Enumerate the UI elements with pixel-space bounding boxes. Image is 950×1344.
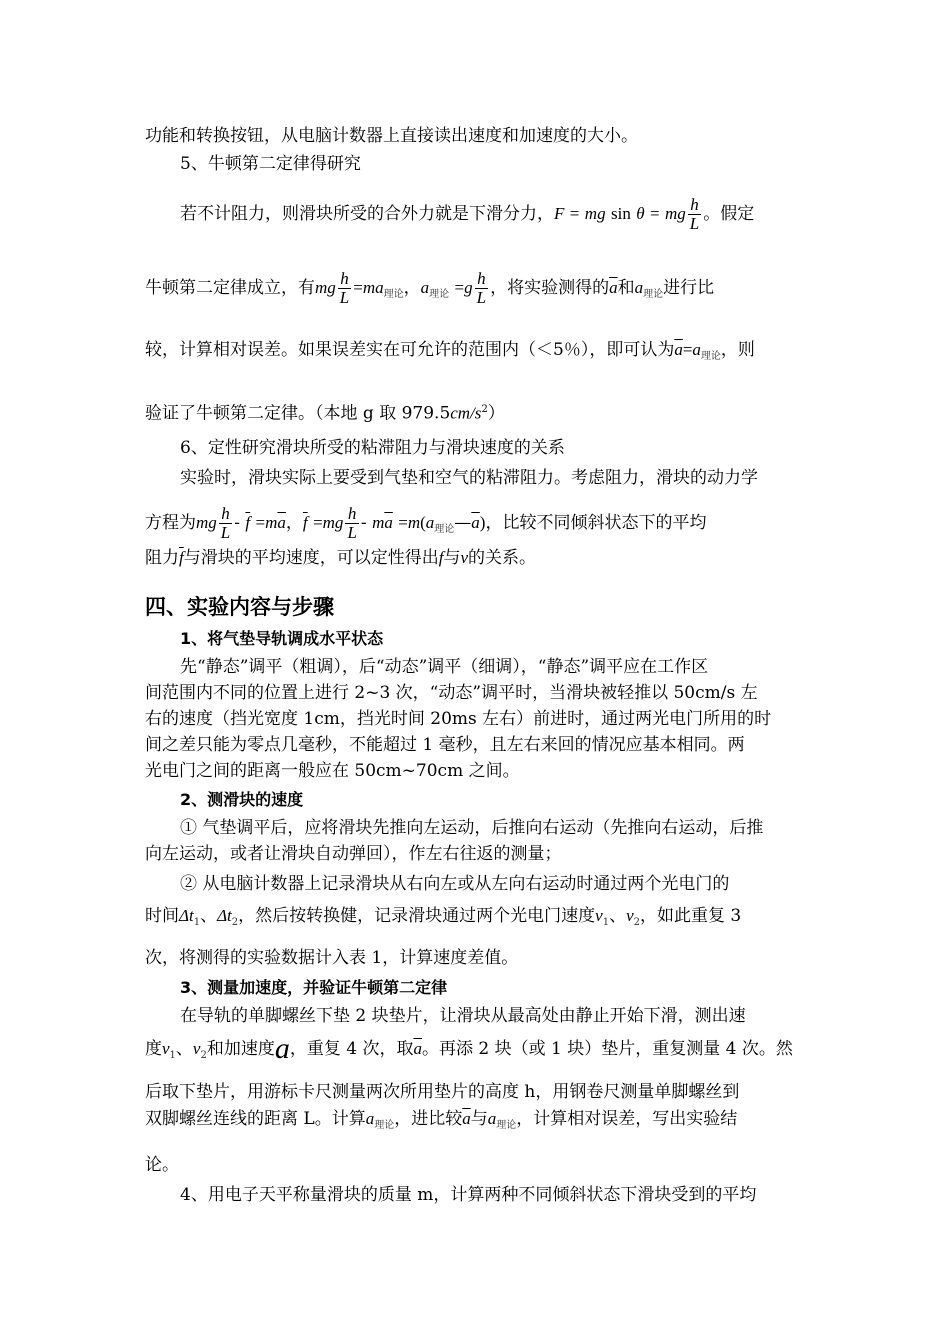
text-line: 较，计算相对误差。如果误差实在可允许的范围内（＜5％），即可认为$\overline{a}=a_{理论}$，则 (145, 340, 755, 362)
text-line: 后取下垫片，用游标卡尺测量两次所用垫片的高度 h，用钢卷尺测量单脚螺丝到 (145, 1082, 740, 1102)
fraction: $\frac{h}{L}$ (220, 504, 231, 542)
fraction: $\frac{h}{L}$ (689, 195, 700, 233)
text-line: 向左运动，或者让滑块自动弹回），作左右往返的测量； (145, 844, 562, 864)
text-line: 度$v_1$、$v_2$和加速度a，重复 4 次，取$\overline{a}$。再添 2 块（或 1 块）垫片，重复测量 4 次。然 (145, 1032, 793, 1065)
text-line: 4、用电子天平称量滑块的质量 m，计算两种不同倾斜状态下滑块受到的平均 (180, 1185, 757, 1205)
step-heading: 2、测滑块的速度 (180, 790, 304, 809)
text-line: 论。 (145, 1155, 179, 1175)
text-line: 功能和转换按钮，从电脑计数器上直接读出速度和加速度的大小。 (145, 126, 638, 146)
fraction: $\frac{h}{L}$ (347, 504, 357, 542)
text-line: 在导轨的单脚螺丝下垫 2 块垫片，让滑块从最高处由静止开始下滑，测出速 (180, 1006, 746, 1026)
text-line: 若不计阻力，则滑块所受的合外力就是下滑分力，F = mg sin θ = mg $\frac{h}{L}$ 。假定 (180, 195, 755, 233)
text-line: 5、牛顿第二定律得研究 (180, 154, 361, 174)
text-line: ② 从电脑计数器上记录滑块从右向左或从左向右运动时通过两个光电门的 (180, 874, 730, 894)
step-heading: 3、测量加速度，并验证牛顿第二定律 (180, 978, 448, 997)
fraction: $\frac{h}{L}$ (339, 269, 350, 307)
text-line: 6、定性研究滑块所受的粘滞阻力与滑块速度的关系 (180, 438, 565, 458)
text-line: 间之差只能为零点几毫秒，不能超过 1 毫秒，且左右来回的情况应基本相同。两 (145, 735, 745, 755)
text-line: ① 气垫调平后，应将滑块先推向左运动，后推向右运动（先推向右运动，后推 (180, 818, 764, 838)
text-line: 光电门之间的距离一般应在 50cm~70cm 之间。 (145, 761, 520, 781)
text-line: 右的速度（挡光宽度 1cm，挡光时间 20ms 左右）前进时，通过两光电门所用的时 (145, 709, 772, 729)
text-line: 次，将测得的实验数据计入表 1，计算速度差值。 (145, 948, 519, 968)
text-line: 阻力$\overline{f}$与滑块的平均速度，可以定性得出f与v的关系。 (145, 548, 537, 568)
text-line: 验证了牛顿第二定律。（本地 g 取 $979.5cm/s^2$） (145, 403, 505, 424)
text-line: 时间$\Delta t_1$、$\Delta t_2$，然后按转换健，记录滑块通过两个光电门速度$v_1$、$v_2$，如此重复 3 (145, 906, 742, 928)
step-heading: 1、将气垫导轨调成水平状态 (180, 629, 384, 648)
text-line: 实验时，滑块实际上要受到气垫和空气的粘滞阻力。考虑阻力，滑块的动力学 (180, 468, 758, 488)
fraction: $\frac{h}{L}$ (476, 269, 487, 307)
text-line: 方程为mg $\frac{h}{L}$ - $\overline{f} =m\overline{a}$，$\overline{f} =mg$ $\frac{h}{L}$ - $m\overline{a}$ $=m(a_{理论}—\overline{a})$，比较不同倾斜状态下的平均 (145, 504, 707, 542)
text-line: 双脚螺丝连线的距离 L。计算$a_{理论}$，进比较$\overline{a}$与$a_{理论}$，计算相对误差，写出实验结 (145, 1109, 738, 1131)
text-line: 间范围内不同的位置上进行 2~3 次，“动态”调平时，当滑块被轻推以 50cm/s 左 (145, 683, 758, 703)
section-heading: 四、实验内容与步骤 (145, 595, 334, 619)
text-line: 牛顿第二定律成立，有mg $\frac{h}{L}$ $=ma_{理论}$，$a_{理论} =g$ $\frac{h}{L}$ ，将实验测得的$\overline{a}$和$a_{理论}$进行比 (145, 269, 715, 307)
text-line: 先“静态”调平（粗调），后“动态”调平（细调），“静态”调平应在工作区 (180, 657, 709, 677)
